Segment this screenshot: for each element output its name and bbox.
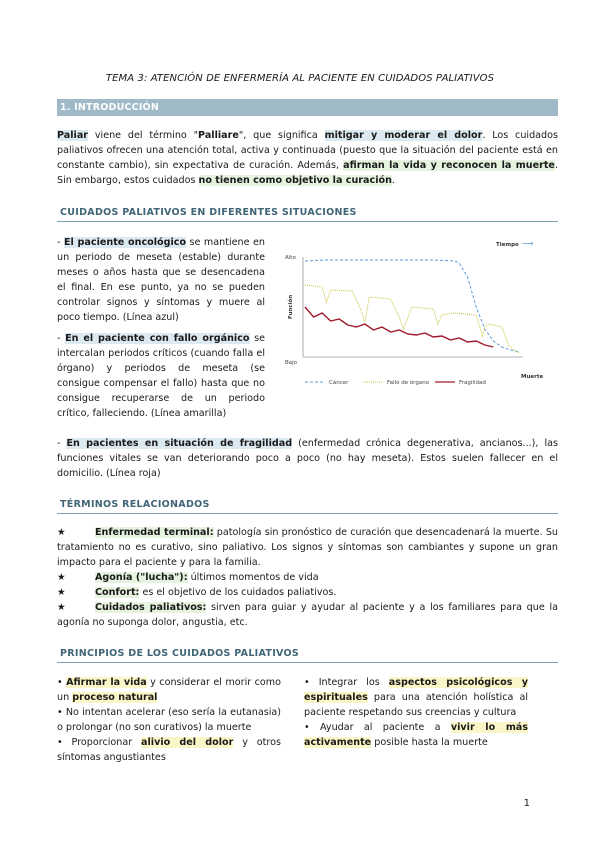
star-bullet-icon: ★: [57, 602, 66, 613]
section-heading-text: TÉRMINOS RELACIONADOS: [60, 499, 210, 510]
fragilidad-paragraph: [57, 436, 558, 481]
emphasis-text: El paciente oncológico: [63, 237, 187, 248]
principle-item: [57, 675, 281, 705]
term-definition: sirven para guiar y ayudar al paciente y a los familiares para que la agonía no suponga dolor, angustia, etc.: [57, 602, 558, 628]
body-text: . Sin embargo, estos cuidados: [57, 160, 558, 186]
principios-left-column: [57, 675, 281, 765]
emphasis-text: no tienen como objetivo la curación: [198, 175, 392, 186]
time-label: Tiempo: [496, 242, 519, 248]
term-definition: patología sin pronóstico de curación que desencadenará la muerte. Su tratamiento no es curativo, sino paliativo. Los signos y síntomas son cambiantes y supone un gran impacto para el paciente y para la familia.: [57, 527, 558, 568]
body-text: viene del término ": [88, 130, 199, 141]
section-heading-text: CUIDADOS PALIATIVOS EN DIFERENTES SITUACIONES: [60, 207, 357, 218]
legend: [305, 379, 486, 386]
x-axis-label: Muerte: [521, 374, 544, 380]
section-heading-situaciones: [57, 204, 558, 222]
emphasis-text: mitigar y moderar el dolor: [324, 130, 483, 141]
term-name: Confort:: [95, 587, 140, 598]
body-text: . Los cuidados paliativos ofrecen una atención total, activa y continuada (puesto que la situación del paciente está en constante cambio), sin expectativa de curación. Además,: [57, 130, 559, 171]
y-tick-bajo: Bajo: [285, 360, 298, 366]
section-heading-text: 1. INTRODUCCIÓN: [60, 102, 159, 113]
principle-item: [57, 705, 281, 735]
principios-right-column: [304, 675, 528, 750]
legend-label-organ: Fallo de órgano: [387, 380, 430, 386]
body-text: ", que significa: [238, 130, 325, 141]
time-arrow-icon: ⟶: [522, 239, 534, 248]
principle-item: [57, 735, 281, 765]
section-heading-terminos: [57, 496, 558, 514]
term-name: Agonía ("lucha"):: [95, 572, 188, 583]
body-text: • Ayudar al paciente a: [304, 722, 451, 733]
emphasis-text: En el paciente con fallo orgánico: [65, 333, 250, 344]
term-item: [57, 585, 558, 600]
term-text: [57, 525, 558, 570]
oncologico-paragraph: [57, 235, 265, 325]
body-text: .: [391, 175, 395, 186]
body-text: -: [57, 237, 64, 248]
emphasis-text: afirman la vida y reconocen la muerte: [343, 160, 555, 171]
term-name: Cuidados paliativos:: [95, 602, 207, 613]
emphasis-text: aspectos psicológicos y espirituales: [304, 677, 528, 703]
principle-item: [304, 720, 528, 750]
legend-label-frailty: Fragilidad: [459, 380, 486, 386]
body-text: -: [57, 438, 67, 449]
star-bullet-icon: ★: [57, 587, 66, 598]
term-text: [57, 585, 558, 600]
trajectory-chart: [283, 237, 558, 392]
emphasis-text: En pacientes en situación de fragilidad: [66, 438, 293, 449]
term-text: [57, 600, 558, 630]
emphasis-text: alivio del dolor: [141, 737, 234, 748]
emphasis-text: vivir lo más activamente: [304, 722, 528, 748]
term-item: [57, 570, 558, 585]
star-bullet-icon: ★: [57, 572, 66, 583]
y-axis-label: Función: [288, 294, 294, 319]
series-group: [305, 260, 519, 353]
emphasis-text: Afirmar la vida: [66, 677, 147, 688]
body-text: y otros síntomas angustiantes: [57, 737, 281, 763]
fallo-organico-paragraph: [57, 331, 265, 421]
body-text: -: [57, 333, 66, 344]
series-line-cancer: [305, 260, 519, 352]
intro-paragraph: [57, 128, 558, 188]
term-definition: últimos momentos de vida: [187, 572, 319, 583]
term-item: [57, 600, 558, 630]
body-text: posible hasta la muerte: [371, 737, 488, 748]
legend-label-cancer: Cáncer: [329, 380, 349, 386]
term-item: [57, 525, 558, 570]
term-name: Enfermedad terminal:: [95, 527, 214, 538]
body-text: para una atención holística al paciente respetando sus creencias y cultura: [304, 692, 528, 718]
section-heading-introduccion: [57, 99, 558, 116]
page-number: 1: [523, 798, 530, 809]
body-text: y considerar el morir como un: [57, 677, 281, 703]
series-line-frailty: [305, 307, 493, 347]
body-text: • No intentan acelerar (eso sería la eutanasia) o prolongar (no son curativos) la muerte: [57, 707, 281, 733]
term-definition: es el objetivo de los cuidados paliativos.: [139, 587, 337, 598]
principle-item: [304, 675, 528, 720]
y-tick-alto: Alto: [285, 255, 296, 261]
emphasis-text: Paliar: [57, 130, 89, 141]
body-text: •: [57, 677, 67, 688]
body-text: se mantiene en un periodo de meseta (estable) durante meses o años hasta que se desencadena el final. En ese punto, ya no se pueden controlar signos y síntomas y muere al poco tiempo. (Línea azul): [57, 237, 266, 323]
body-text: se intercalan periodos críticos (cuando falla el órgano) y periodos de meseta (se consigue compensar el fallo) hasta que no consigue recuperarse de un periodo crítico, falleciendo. (Línea amarilla): [57, 333, 266, 419]
star-bullet-icon: ★: [57, 527, 66, 538]
body-text: (enfermedad crónica degenerativa, ancianos...), las funciones vitales se van deteriorando poco a poco (no hay meseta). Estos suelen fallecer en el domicilio. (Línea roja): [57, 438, 558, 479]
body-text: • Proporcionar: [57, 737, 142, 748]
document-title: TEMA 3: ATENCIÓN DE ENFERMERÍA AL PACIENTE EN CUIDADOS PALIATIVOS: [105, 73, 495, 84]
emphasis-text: Palliare: [198, 130, 239, 141]
section-heading-principios: [57, 645, 558, 663]
body-text: • Integrar los: [304, 677, 389, 688]
emphasis-text: proceso natural: [72, 692, 158, 703]
term-text: [57, 570, 558, 585]
section-heading-text: PRINCIPIOS DE LOS CUIDADOS PALIATIVOS: [60, 648, 300, 659]
